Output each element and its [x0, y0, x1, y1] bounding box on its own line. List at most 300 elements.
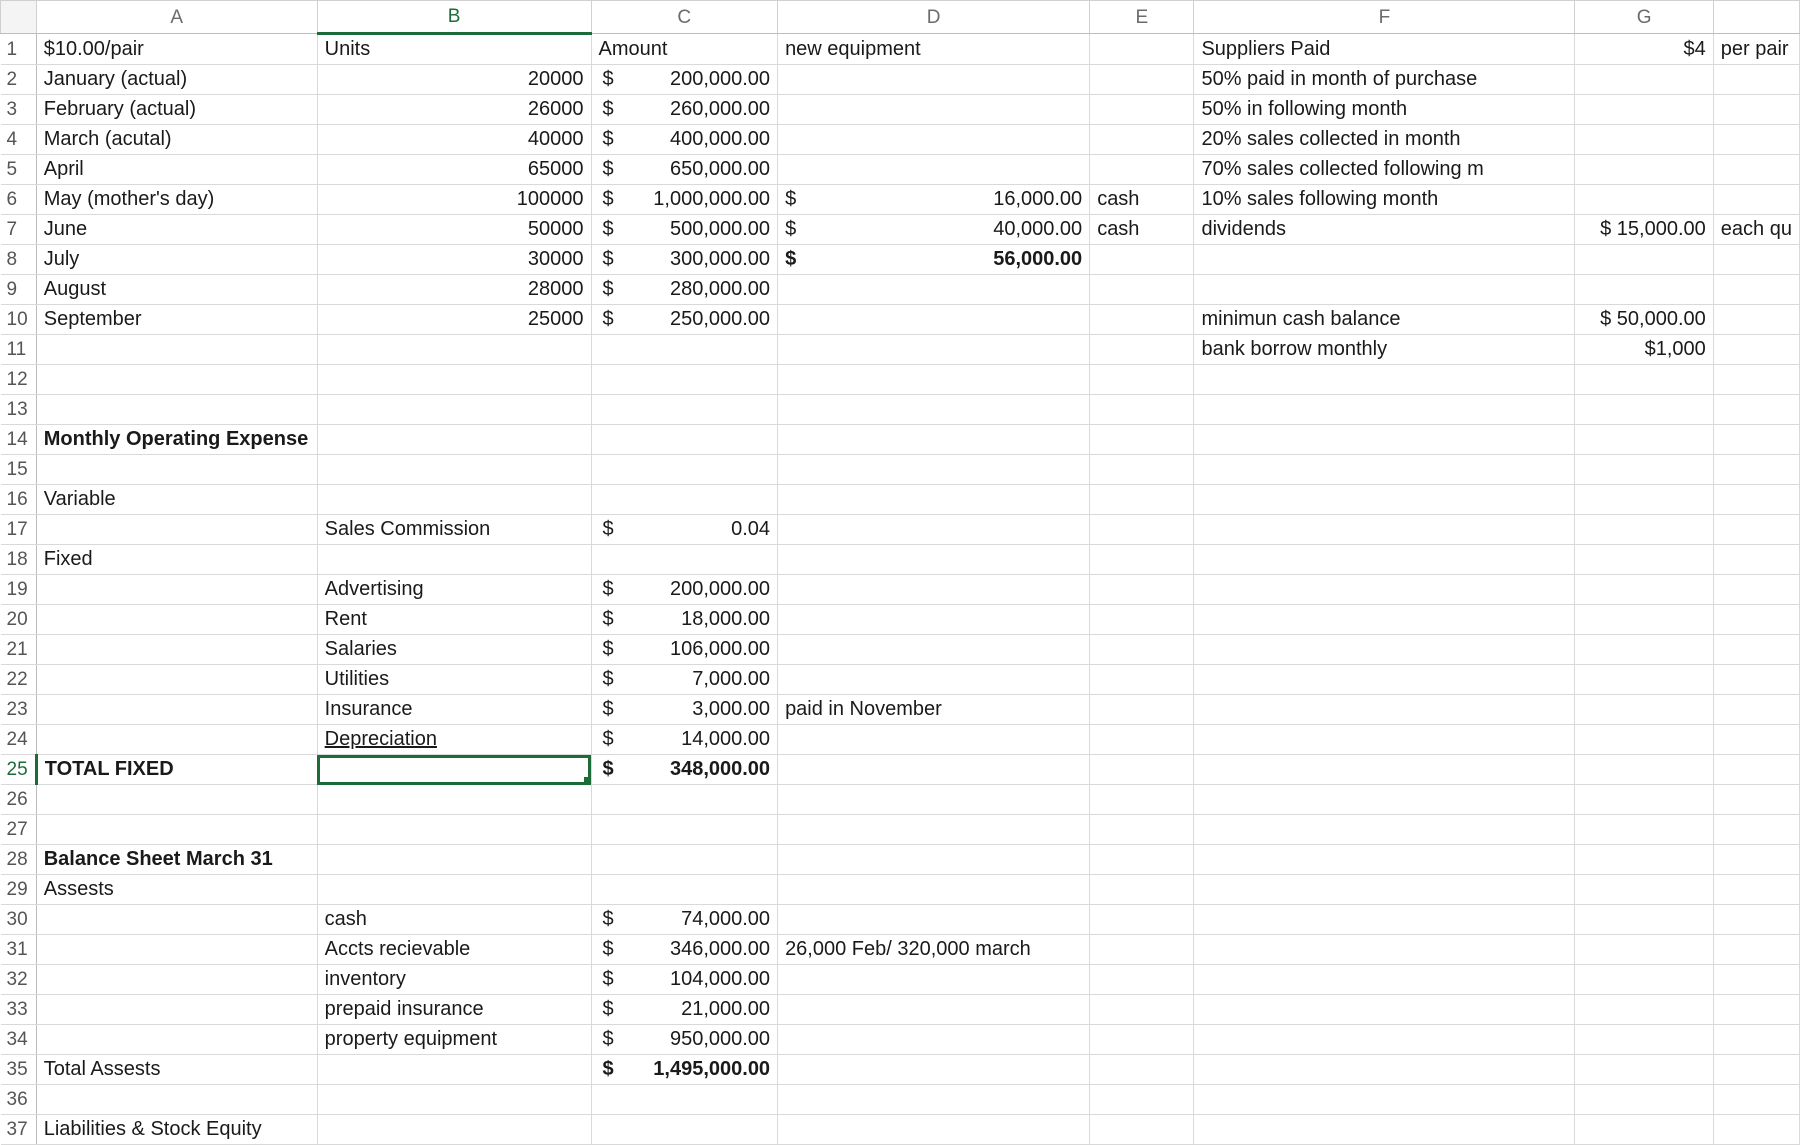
cell-f[interactable]	[1194, 935, 1575, 965]
cell-e[interactable]	[1090, 125, 1194, 155]
cell-b[interactable]	[317, 1115, 591, 1145]
cell-h[interactable]	[1713, 455, 1799, 485]
cell-a[interactable]: $10.00/pair	[36, 34, 317, 65]
cell-g[interactable]: $4	[1575, 34, 1713, 65]
cell-g[interactable]	[1575, 995, 1713, 1025]
cell-c[interactable]	[591, 1025, 778, 1055]
cell-h[interactable]	[1713, 425, 1799, 455]
cell-g[interactable]	[1575, 605, 1713, 635]
cell-c[interactable]	[591, 815, 778, 845]
row-header[interactable]: 12	[1, 365, 37, 395]
cell-b[interactable]: Salaries	[317, 635, 591, 665]
cell-g[interactable]	[1575, 125, 1713, 155]
cell-b[interactable]: Advertising	[317, 575, 591, 605]
cell-h[interactable]	[1713, 695, 1799, 725]
cell-b[interactable]: 30000	[317, 245, 591, 275]
cell-c[interactable]	[591, 365, 778, 395]
column-header-c[interactable]: C	[591, 1, 778, 34]
cell-a[interactable]	[36, 935, 317, 965]
cell-d[interactable]: 26,000 Feb/ 320,000 march	[778, 935, 1090, 965]
cell-a[interactable]	[36, 965, 317, 995]
cell-c[interactable]	[591, 1115, 778, 1145]
selected-cell-b25[interactable]	[317, 755, 591, 785]
cell-g[interactable]	[1575, 395, 1713, 425]
cell-f[interactable]	[1194, 1085, 1575, 1115]
cell-d[interactable]	[778, 1025, 1090, 1055]
row-header[interactable]: 2	[1, 65, 37, 95]
cell-b[interactable]	[317, 1055, 591, 1085]
cell-f[interactable]	[1194, 515, 1575, 545]
cell-a[interactable]: Assests	[36, 875, 317, 905]
cell-e[interactable]	[1090, 155, 1194, 185]
cell-f[interactable]	[1194, 875, 1575, 905]
cell-d[interactable]	[778, 665, 1090, 695]
cell-h[interactable]	[1713, 185, 1799, 215]
cell-b[interactable]	[317, 365, 591, 395]
cell-g[interactable]	[1575, 635, 1713, 665]
cell-g[interactable]	[1575, 755, 1713, 785]
column-header-g[interactable]: G	[1575, 1, 1713, 34]
cell-d[interactable]	[778, 215, 1090, 245]
cell-a[interactable]: May (mother's day)	[36, 185, 317, 215]
cell-b[interactable]	[317, 395, 591, 425]
cell-c[interactable]	[591, 935, 778, 965]
cell-g[interactable]	[1575, 455, 1713, 485]
cell-a[interactable]	[36, 605, 317, 635]
row-header[interactable]: 17	[1, 515, 37, 545]
cell-d[interactable]	[778, 395, 1090, 425]
cell-b[interactable]: inventory	[317, 965, 591, 995]
cell-f[interactable]	[1194, 245, 1575, 275]
cell-f[interactable]	[1194, 1055, 1575, 1085]
cell-d[interactable]	[778, 725, 1090, 755]
cell-d[interactable]	[778, 815, 1090, 845]
cell-g[interactable]: $1,000	[1575, 335, 1713, 365]
row-header[interactable]: 11	[1, 335, 37, 365]
cell-a[interactable]	[36, 1025, 317, 1055]
cell-h[interactable]	[1713, 935, 1799, 965]
row-header[interactable]: 13	[1, 395, 37, 425]
cell-h[interactable]	[1713, 365, 1799, 395]
cell-f[interactable]	[1194, 455, 1575, 485]
cell-f[interactable]: 50% paid in month of purchase	[1194, 65, 1575, 95]
cell-b[interactable]	[317, 455, 591, 485]
row-header[interactable]: 1	[1, 34, 37, 65]
cell-f[interactable]	[1194, 815, 1575, 845]
cell-d[interactable]	[778, 335, 1090, 365]
cell-e[interactable]	[1090, 545, 1194, 575]
cell-e[interactable]: cash	[1090, 215, 1194, 245]
cell-g[interactable]	[1575, 365, 1713, 395]
row-header[interactable]: 25	[1, 755, 37, 785]
cell-f[interactable]	[1194, 485, 1575, 515]
cell-c[interactable]	[591, 95, 778, 125]
cell-f[interactable]	[1194, 275, 1575, 305]
cell-f[interactable]	[1194, 785, 1575, 815]
cell-f[interactable]	[1194, 725, 1575, 755]
cell-g[interactable]	[1575, 965, 1713, 995]
cell-a[interactable]: TOTAL FIXED	[36, 755, 317, 785]
cell-a[interactable]: March (acutal)	[36, 125, 317, 155]
cell-h[interactable]	[1713, 95, 1799, 125]
row-header[interactable]: 27	[1, 815, 37, 845]
cell-c[interactable]	[591, 1055, 778, 1085]
cell-c[interactable]	[591, 575, 778, 605]
cell-d[interactable]	[778, 995, 1090, 1025]
cell-d[interactable]	[778, 545, 1090, 575]
cell-c[interactable]	[591, 185, 778, 215]
cell-h[interactable]: per pair	[1713, 34, 1799, 65]
row-header[interactable]: 28	[1, 845, 37, 875]
cell-g[interactable]: $ 15,000.00	[1575, 215, 1713, 245]
cell-a[interactable]	[36, 695, 317, 725]
cell-e[interactable]	[1090, 1025, 1194, 1055]
cell-a[interactable]: Variable	[36, 485, 317, 515]
row-header[interactable]: 5	[1, 155, 37, 185]
cell-e[interactable]	[1090, 305, 1194, 335]
cell-e[interactable]	[1090, 1115, 1194, 1145]
cell-g[interactable]: $ 50,000.00	[1575, 305, 1713, 335]
cell-b[interactable]: 100000	[317, 185, 591, 215]
cell-a[interactable]: Liabilities & Stock Equity	[36, 1115, 317, 1145]
cell-d[interactable]	[778, 365, 1090, 395]
cell-b[interactable]	[317, 545, 591, 575]
cell-a[interactable]	[36, 785, 317, 815]
cell-e[interactable]	[1090, 335, 1194, 365]
column-header-b[interactable]: B	[317, 1, 591, 34]
cell-c[interactable]	[591, 275, 778, 305]
cell-g[interactable]	[1575, 1055, 1713, 1085]
cell-g[interactable]	[1575, 65, 1713, 95]
cell-f[interactable]: dividends	[1194, 215, 1575, 245]
row-header[interactable]: 10	[1, 305, 37, 335]
cell-a[interactable]: Fixed	[36, 545, 317, 575]
row-header[interactable]: 8	[1, 245, 37, 275]
cell-g[interactable]	[1575, 1085, 1713, 1115]
cell-b[interactable]: 65000	[317, 155, 591, 185]
cell-f[interactable]: 70% sales collected following m	[1194, 155, 1575, 185]
cell-b[interactable]: Utilities	[317, 665, 591, 695]
cell-g[interactable]	[1575, 515, 1713, 545]
cell-a[interactable]	[36, 995, 317, 1025]
cell-e[interactable]	[1090, 425, 1194, 455]
cell-f[interactable]	[1194, 755, 1575, 785]
cell-f[interactable]: 10% sales following month	[1194, 185, 1575, 215]
cell-f[interactable]	[1194, 545, 1575, 575]
cell-g[interactable]	[1575, 245, 1713, 275]
cell-g[interactable]	[1575, 1025, 1713, 1055]
cell-h[interactable]	[1713, 1115, 1799, 1145]
row-header[interactable]: 37	[1, 1115, 37, 1145]
cell-d[interactable]	[778, 245, 1090, 275]
row-header[interactable]: 23	[1, 695, 37, 725]
cell-c[interactable]	[591, 635, 778, 665]
cell-b[interactable]: Insurance	[317, 695, 591, 725]
cell-h[interactable]	[1713, 245, 1799, 275]
cell-g[interactable]	[1575, 485, 1713, 515]
cell-b[interactable]: 20000	[317, 65, 591, 95]
cell-h[interactable]	[1713, 515, 1799, 545]
cell-d[interactable]: paid in November	[778, 695, 1090, 725]
cell-g[interactable]	[1575, 155, 1713, 185]
cell-b[interactable]	[317, 785, 591, 815]
cell-e[interactable]	[1090, 34, 1194, 65]
cell-h[interactable]	[1713, 65, 1799, 95]
cell-b[interactable]: 25000	[317, 305, 591, 335]
cell-e[interactable]	[1090, 665, 1194, 695]
cell-e[interactable]	[1090, 575, 1194, 605]
cell-e[interactable]	[1090, 65, 1194, 95]
cell-f[interactable]	[1194, 605, 1575, 635]
cell-c[interactable]	[591, 125, 778, 155]
cell-d[interactable]	[778, 125, 1090, 155]
cell-h[interactable]	[1713, 155, 1799, 185]
cell-g[interactable]	[1575, 95, 1713, 125]
cell-a[interactable]	[36, 365, 317, 395]
cell-h[interactable]	[1713, 305, 1799, 335]
cell-e[interactable]	[1090, 455, 1194, 485]
cell-b[interactable]	[317, 1085, 591, 1115]
column-header-a[interactable]: A	[36, 1, 317, 34]
cell-e[interactable]	[1090, 695, 1194, 725]
cell-e[interactable]	[1090, 95, 1194, 125]
cell-d[interactable]	[778, 965, 1090, 995]
cell-h[interactable]	[1713, 575, 1799, 605]
cell-b[interactable]: 40000	[317, 125, 591, 155]
cell-e[interactable]	[1090, 905, 1194, 935]
cell-h[interactable]	[1713, 665, 1799, 695]
cell-c[interactable]	[591, 695, 778, 725]
row-header[interactable]: 24	[1, 725, 37, 755]
cell-b[interactable]: Accts recievable	[317, 935, 591, 965]
cell-e[interactable]	[1090, 935, 1194, 965]
cell-h[interactable]	[1713, 635, 1799, 665]
cell-c[interactable]: Amount	[591, 34, 778, 65]
cell-e[interactable]	[1090, 275, 1194, 305]
row-header[interactable]: 14	[1, 425, 37, 455]
cell-c[interactable]	[591, 395, 778, 425]
cell-e[interactable]	[1090, 1055, 1194, 1085]
cell-c[interactable]	[591, 155, 778, 185]
cell-b[interactable]: 26000	[317, 95, 591, 125]
cell-h[interactable]	[1713, 395, 1799, 425]
cell-f[interactable]	[1194, 575, 1575, 605]
cell-f[interactable]	[1194, 905, 1575, 935]
row-header[interactable]: 6	[1, 185, 37, 215]
row-header[interactable]: 35	[1, 1055, 37, 1085]
cell-c[interactable]	[591, 215, 778, 245]
cell-b[interactable]: Sales Commission	[317, 515, 591, 545]
cell-c[interactable]	[591, 305, 778, 335]
cell-g[interactable]	[1575, 1115, 1713, 1145]
cell-e[interactable]	[1090, 875, 1194, 905]
cell-b[interactable]: 50000	[317, 215, 591, 245]
cell-h[interactable]	[1713, 845, 1799, 875]
cell-b[interactable]: property equipment	[317, 1025, 591, 1055]
cell-f[interactable]	[1194, 845, 1575, 875]
cell-f[interactable]: 50% in following month	[1194, 95, 1575, 125]
cell-c[interactable]	[591, 965, 778, 995]
cell-d[interactable]	[778, 875, 1090, 905]
cell-e[interactable]	[1090, 605, 1194, 635]
cell-e[interactable]	[1090, 785, 1194, 815]
row-header[interactable]: 3	[1, 95, 37, 125]
row-header[interactable]: 33	[1, 995, 37, 1025]
select-all-corner[interactable]	[1, 1, 37, 34]
row-header[interactable]: 36	[1, 1085, 37, 1115]
cell-d[interactable]	[778, 575, 1090, 605]
column-header-d[interactable]: D	[778, 1, 1090, 34]
cell-h[interactable]: each qu	[1713, 215, 1799, 245]
cell-b[interactable]	[317, 425, 591, 455]
cell-c[interactable]	[591, 545, 778, 575]
cell-g[interactable]	[1575, 815, 1713, 845]
row-header[interactable]: 16	[1, 485, 37, 515]
cell-b[interactable]: Depreciation	[317, 725, 591, 755]
cell-b[interactable]: Units	[317, 34, 591, 65]
cell-d[interactable]	[778, 425, 1090, 455]
cell-d[interactable]	[778, 305, 1090, 335]
cell-d[interactable]	[778, 1115, 1090, 1145]
cell-h[interactable]	[1713, 995, 1799, 1025]
cell-c[interactable]	[591, 755, 778, 785]
cell-g[interactable]	[1575, 695, 1713, 725]
cell-e[interactable]	[1090, 245, 1194, 275]
row-header[interactable]: 31	[1, 935, 37, 965]
cell-e[interactable]	[1090, 965, 1194, 995]
cell-d[interactable]: new equipment	[778, 34, 1090, 65]
cell-e[interactable]	[1090, 365, 1194, 395]
cell-h[interactable]	[1713, 485, 1799, 515]
cell-e[interactable]	[1090, 755, 1194, 785]
cell-e[interactable]	[1090, 1085, 1194, 1115]
cell-f[interactable]: Suppliers Paid	[1194, 34, 1575, 65]
cell-c[interactable]	[591, 455, 778, 485]
cell-f[interactable]: 20% sales collected in month	[1194, 125, 1575, 155]
cell-e[interactable]	[1090, 515, 1194, 545]
cell-c[interactable]	[591, 335, 778, 365]
cell-g[interactable]	[1575, 275, 1713, 305]
cell-c[interactable]	[591, 605, 778, 635]
cell-f[interactable]	[1194, 1115, 1575, 1145]
cell-h[interactable]	[1713, 785, 1799, 815]
cell-c[interactable]	[591, 845, 778, 875]
cell-h[interactable]	[1713, 1055, 1799, 1085]
cell-f[interactable]: minimun cash balance	[1194, 305, 1575, 335]
cell-h[interactable]	[1713, 1085, 1799, 1115]
row-header[interactable]: 18	[1, 545, 37, 575]
cell-c[interactable]	[591, 905, 778, 935]
cell-c[interactable]	[591, 515, 778, 545]
row-header[interactable]: 30	[1, 905, 37, 935]
cell-e[interactable]: cash	[1090, 185, 1194, 215]
cell-f[interactable]	[1194, 965, 1575, 995]
cell-a[interactable]	[36, 725, 317, 755]
cell-a[interactable]: Total Assests	[36, 1055, 317, 1085]
column-header-h[interactable]	[1713, 1, 1799, 34]
cell-d[interactable]	[778, 1085, 1090, 1115]
cell-a[interactable]: January (actual)	[36, 65, 317, 95]
row-header[interactable]: 9	[1, 275, 37, 305]
cell-f[interactable]	[1194, 395, 1575, 425]
cell-f[interactable]	[1194, 365, 1575, 395]
cell-g[interactable]	[1575, 725, 1713, 755]
cell-c[interactable]	[591, 245, 778, 275]
cell-g[interactable]	[1575, 665, 1713, 695]
cell-e[interactable]	[1090, 995, 1194, 1025]
cell-b[interactable]	[317, 845, 591, 875]
cell-d[interactable]	[778, 95, 1090, 125]
cell-a[interactable]	[36, 1085, 317, 1115]
cell-d[interactable]	[778, 905, 1090, 935]
cell-a[interactable]: August	[36, 275, 317, 305]
cell-a[interactable]	[36, 905, 317, 935]
cell-e[interactable]	[1090, 485, 1194, 515]
cell-g[interactable]	[1575, 905, 1713, 935]
cell-a[interactable]	[36, 815, 317, 845]
cell-g[interactable]	[1575, 425, 1713, 455]
cell-a[interactable]: July	[36, 245, 317, 275]
cell-d[interactable]	[778, 515, 1090, 545]
cell-a[interactable]: February (actual)	[36, 95, 317, 125]
row-header[interactable]: 15	[1, 455, 37, 485]
cell-b[interactable]: Rent	[317, 605, 591, 635]
row-header[interactable]: 7	[1, 215, 37, 245]
cell-d[interactable]	[778, 455, 1090, 485]
cell-h[interactable]	[1713, 875, 1799, 905]
cell-h[interactable]	[1713, 815, 1799, 845]
cell-c[interactable]	[591, 725, 778, 755]
row-header[interactable]: 26	[1, 785, 37, 815]
cell-h[interactable]	[1713, 125, 1799, 155]
cell-e[interactable]	[1090, 635, 1194, 665]
cell-h[interactable]	[1713, 725, 1799, 755]
cell-h[interactable]	[1713, 545, 1799, 575]
cell-a[interactable]: June	[36, 215, 317, 245]
cell-f[interactable]	[1194, 695, 1575, 725]
cell-f[interactable]	[1194, 635, 1575, 665]
cell-c[interactable]	[591, 425, 778, 455]
cell-a[interactable]	[36, 635, 317, 665]
cell-b[interactable]	[317, 335, 591, 365]
cell-d[interactable]	[778, 635, 1090, 665]
cell-c[interactable]	[591, 785, 778, 815]
cell-b[interactable]	[317, 815, 591, 845]
cell-h[interactable]	[1713, 605, 1799, 635]
cell-h[interactable]	[1713, 905, 1799, 935]
row-header[interactable]: 21	[1, 635, 37, 665]
cell-b[interactable]: 28000	[317, 275, 591, 305]
row-header[interactable]: 22	[1, 665, 37, 695]
cell-e[interactable]	[1090, 725, 1194, 755]
cell-d[interactable]	[778, 65, 1090, 95]
cell-f[interactable]: bank borrow monthly	[1194, 335, 1575, 365]
column-header-f[interactable]: F	[1194, 1, 1575, 34]
cell-g[interactable]	[1575, 545, 1713, 575]
cell-g[interactable]	[1575, 185, 1713, 215]
cell-f[interactable]	[1194, 995, 1575, 1025]
cell-c[interactable]	[591, 485, 778, 515]
cell-h[interactable]	[1713, 1025, 1799, 1055]
cell-e[interactable]	[1090, 815, 1194, 845]
cell-b[interactable]: cash	[317, 905, 591, 935]
cell-g[interactable]	[1575, 875, 1713, 905]
cell-a[interactable]	[36, 515, 317, 545]
cell-d[interactable]	[778, 845, 1090, 875]
cell-d[interactable]	[778, 155, 1090, 185]
cell-a[interactable]: Balance Sheet March 31	[36, 845, 317, 875]
cell-e[interactable]	[1090, 845, 1194, 875]
